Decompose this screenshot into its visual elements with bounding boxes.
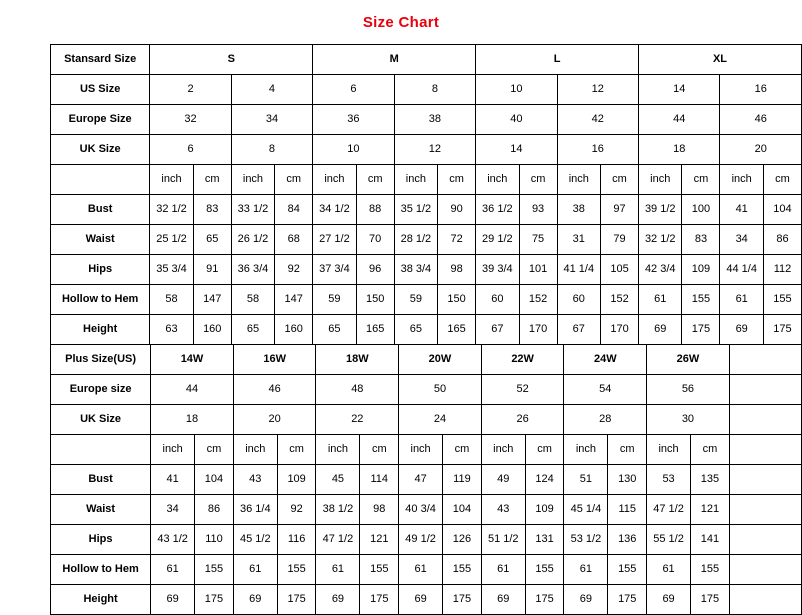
spacer-cell bbox=[729, 435, 801, 465]
unit-cell: cm bbox=[525, 435, 564, 465]
cell: 44 bbox=[151, 375, 234, 405]
row-label-bust-plus: Bust bbox=[51, 465, 151, 495]
cell: 53 bbox=[647, 465, 691, 495]
cell: 24 bbox=[399, 405, 482, 435]
cell: 38 1/2 bbox=[316, 495, 360, 525]
table-row bbox=[51, 465, 802, 495]
cell: 147 bbox=[275, 285, 313, 315]
cell: 51 1/2 bbox=[481, 525, 525, 555]
table-row bbox=[51, 345, 802, 375]
cell: 155 bbox=[608, 555, 647, 585]
cell: 49 bbox=[481, 465, 525, 495]
unit-cell: inch bbox=[316, 435, 360, 465]
table-row bbox=[51, 585, 802, 615]
row-label-waist: Waist bbox=[51, 225, 150, 255]
cell: 92 bbox=[277, 495, 316, 525]
unit-cell: cm bbox=[438, 165, 476, 195]
cell: 18 bbox=[639, 135, 720, 165]
cell: 155 bbox=[277, 555, 316, 585]
cell: 61 bbox=[720, 285, 763, 315]
row-label-waist-plus: Waist bbox=[51, 495, 151, 525]
unit-cell: cm bbox=[519, 165, 557, 195]
spacer-cell bbox=[729, 555, 801, 585]
cell: 93 bbox=[519, 195, 557, 225]
group-header-m: M bbox=[313, 45, 476, 75]
unit-cell: cm bbox=[275, 165, 313, 195]
unit-cell: cm bbox=[443, 435, 482, 465]
cell: 67 bbox=[557, 315, 600, 345]
unit-cell: cm bbox=[608, 435, 647, 465]
cell: 41 1/4 bbox=[557, 255, 600, 285]
cell: 121 bbox=[691, 495, 730, 525]
row-label-bust: Bust bbox=[51, 195, 150, 225]
cell: 116 bbox=[277, 525, 316, 555]
row-label-europe-size: Europe Size bbox=[51, 105, 150, 135]
cell: 160 bbox=[275, 315, 313, 345]
cell: 126 bbox=[443, 525, 482, 555]
cell: 44 bbox=[639, 105, 720, 135]
cell: 54 bbox=[564, 375, 647, 405]
cell: 60 bbox=[476, 285, 519, 315]
cell: 36 3/4 bbox=[231, 255, 274, 285]
cell: 175 bbox=[691, 585, 730, 615]
group-header-xl: XL bbox=[639, 45, 802, 75]
cell: 152 bbox=[601, 285, 639, 315]
unit-cell: cm bbox=[682, 165, 720, 195]
table-row bbox=[51, 75, 802, 105]
cell: 104 bbox=[763, 195, 801, 225]
unit-cell: inch bbox=[481, 435, 525, 465]
cell: 109 bbox=[682, 255, 720, 285]
cell: 58 bbox=[231, 285, 274, 315]
cell: 34 1/2 bbox=[313, 195, 356, 225]
cell: 75 bbox=[519, 225, 557, 255]
cell: 72 bbox=[438, 225, 476, 255]
cell: 61 bbox=[481, 555, 525, 585]
spacer-cell bbox=[729, 525, 801, 555]
cell: 155 bbox=[525, 555, 564, 585]
cell: 175 bbox=[763, 315, 801, 345]
spacer-cell bbox=[729, 585, 801, 615]
cell: 35 3/4 bbox=[150, 255, 193, 285]
cell: 114 bbox=[360, 465, 399, 495]
cell: 48 bbox=[316, 375, 399, 405]
table-row bbox=[51, 555, 802, 585]
standard-size-table bbox=[50, 44, 802, 345]
cell: 61 bbox=[316, 555, 360, 585]
unit-cell: cm bbox=[601, 165, 639, 195]
cell: 175 bbox=[443, 585, 482, 615]
table-row bbox=[51, 375, 802, 405]
cell: 88 bbox=[356, 195, 394, 225]
cell: 150 bbox=[438, 285, 476, 315]
cell: 49 1/2 bbox=[399, 525, 443, 555]
cell: 46 bbox=[233, 375, 316, 405]
group-header-l: L bbox=[476, 45, 639, 75]
table-row bbox=[51, 45, 802, 75]
cell: 41 bbox=[720, 195, 763, 225]
unit-cell: cm bbox=[193, 165, 231, 195]
group-header-24w: 24W bbox=[564, 345, 647, 375]
table-row bbox=[51, 195, 802, 225]
cell: 34 bbox=[231, 105, 312, 135]
cell: 47 1/2 bbox=[316, 525, 360, 555]
cell: 69 bbox=[564, 585, 608, 615]
cell: 32 1/2 bbox=[639, 225, 682, 255]
cell: 20 bbox=[233, 405, 316, 435]
cell: 38 3/4 bbox=[394, 255, 437, 285]
group-header-22w: 22W bbox=[481, 345, 564, 375]
cell: 10 bbox=[476, 75, 557, 105]
unit-cell: inch bbox=[647, 435, 691, 465]
corner-header: Stansard Size bbox=[51, 45, 150, 75]
cell: 43 bbox=[233, 465, 277, 495]
cell: 98 bbox=[360, 495, 399, 525]
cell: 175 bbox=[608, 585, 647, 615]
table-row-units bbox=[51, 165, 802, 195]
row-label-height: Height bbox=[51, 315, 150, 345]
cell: 33 1/2 bbox=[231, 195, 274, 225]
cell: 104 bbox=[195, 465, 234, 495]
cell: 22 bbox=[316, 405, 399, 435]
cell: 86 bbox=[763, 225, 801, 255]
cell: 83 bbox=[193, 195, 231, 225]
cell: 155 bbox=[360, 555, 399, 585]
table-row bbox=[51, 225, 802, 255]
unit-cell: inch bbox=[399, 435, 443, 465]
cell: 37 3/4 bbox=[313, 255, 356, 285]
group-header-14w: 14W bbox=[151, 345, 234, 375]
cell: 175 bbox=[277, 585, 316, 615]
cell: 36 1/2 bbox=[476, 195, 519, 225]
cell: 61 bbox=[233, 555, 277, 585]
cell: 61 bbox=[639, 285, 682, 315]
cell: 43 bbox=[481, 495, 525, 525]
unit-cell: inch bbox=[151, 435, 195, 465]
group-header-20w: 20W bbox=[399, 345, 482, 375]
cell: 84 bbox=[275, 195, 313, 225]
cell: 83 bbox=[682, 225, 720, 255]
cell: 18 bbox=[151, 405, 234, 435]
cell: 32 bbox=[150, 105, 231, 135]
cell: 43 1/2 bbox=[151, 525, 195, 555]
cell: 175 bbox=[195, 585, 234, 615]
cell: 63 bbox=[150, 315, 193, 345]
row-label-uk-size-plus: UK Size bbox=[51, 405, 151, 435]
cell: 79 bbox=[601, 225, 639, 255]
unit-cell: inch bbox=[233, 435, 277, 465]
cell: 42 bbox=[557, 105, 638, 135]
cell: 31 bbox=[557, 225, 600, 255]
cell: 20 bbox=[720, 135, 802, 165]
cell: 69 bbox=[151, 585, 195, 615]
row-label-europe-size-plus: Europe size bbox=[51, 375, 151, 405]
cell: 121 bbox=[360, 525, 399, 555]
table-row bbox=[51, 255, 802, 285]
cell: 165 bbox=[438, 315, 476, 345]
cell: 61 bbox=[647, 555, 691, 585]
cell: 152 bbox=[519, 285, 557, 315]
cell: 61 bbox=[564, 555, 608, 585]
cell: 69 bbox=[316, 585, 360, 615]
cell: 6 bbox=[313, 75, 394, 105]
cell: 65 bbox=[193, 225, 231, 255]
cell: 4 bbox=[231, 75, 312, 105]
cell: 59 bbox=[394, 285, 437, 315]
unit-cell: inch bbox=[720, 165, 763, 195]
cell: 105 bbox=[601, 255, 639, 285]
cell: 119 bbox=[443, 465, 482, 495]
cell: 6 bbox=[150, 135, 231, 165]
row-label-us-size: US Size bbox=[51, 75, 150, 105]
row-label-units-plus bbox=[51, 435, 151, 465]
cell: 36 bbox=[313, 105, 394, 135]
cell: 91 bbox=[193, 255, 231, 285]
cell: 32 1/2 bbox=[150, 195, 193, 225]
row-label-uk-size: UK Size bbox=[51, 135, 150, 165]
cell: 92 bbox=[275, 255, 313, 285]
cell: 26 bbox=[481, 405, 564, 435]
cell: 29 1/2 bbox=[476, 225, 519, 255]
table-row bbox=[51, 495, 802, 525]
unit-cell: cm bbox=[763, 165, 801, 195]
cell: 155 bbox=[682, 285, 720, 315]
cell: 170 bbox=[601, 315, 639, 345]
cell: 2 bbox=[150, 75, 231, 105]
cell: 39 1/2 bbox=[639, 195, 682, 225]
unit-cell: cm bbox=[691, 435, 730, 465]
plus-size-table-wrapper bbox=[50, 344, 802, 615]
unit-cell: inch bbox=[564, 435, 608, 465]
table-row-units bbox=[51, 435, 802, 465]
cell: 45 bbox=[316, 465, 360, 495]
cell: 100 bbox=[682, 195, 720, 225]
cell: 8 bbox=[394, 75, 475, 105]
cell: 150 bbox=[356, 285, 394, 315]
cell: 97 bbox=[601, 195, 639, 225]
cell: 110 bbox=[195, 525, 234, 555]
group-header-s: S bbox=[150, 45, 313, 75]
cell: 35 1/2 bbox=[394, 195, 437, 225]
cell: 47 bbox=[399, 465, 443, 495]
cell: 28 1/2 bbox=[394, 225, 437, 255]
cell: 27 1/2 bbox=[313, 225, 356, 255]
cell: 147 bbox=[193, 285, 231, 315]
cell: 155 bbox=[691, 555, 730, 585]
cell: 69 bbox=[481, 585, 525, 615]
row-label-hollow-to-hem: Hollow to Hem bbox=[51, 285, 150, 315]
page-title: Size Chart bbox=[362, 14, 440, 31]
standard-size-table-wrapper bbox=[50, 44, 802, 345]
cell: 26 1/2 bbox=[231, 225, 274, 255]
cell: 25 1/2 bbox=[150, 225, 193, 255]
row-label-hips: Hips bbox=[51, 255, 150, 285]
cell: 36 1/4 bbox=[233, 495, 277, 525]
cell: 61 bbox=[399, 555, 443, 585]
cell: 115 bbox=[608, 495, 647, 525]
cell: 160 bbox=[193, 315, 231, 345]
table-row bbox=[51, 285, 802, 315]
unit-cell: cm bbox=[277, 435, 316, 465]
cell: 96 bbox=[356, 255, 394, 285]
cell: 65 bbox=[231, 315, 274, 345]
cell: 67 bbox=[476, 315, 519, 345]
cell: 124 bbox=[525, 465, 564, 495]
cell: 40 3/4 bbox=[399, 495, 443, 525]
row-label-units bbox=[51, 165, 150, 195]
group-header-18w: 18W bbox=[316, 345, 399, 375]
cell: 41 bbox=[151, 465, 195, 495]
cell: 8 bbox=[231, 135, 312, 165]
cell: 86 bbox=[195, 495, 234, 525]
cell: 38 bbox=[394, 105, 475, 135]
cell: 47 1/2 bbox=[647, 495, 691, 525]
cell: 55 1/2 bbox=[647, 525, 691, 555]
group-header-26w: 26W bbox=[647, 345, 730, 375]
cell: 42 3/4 bbox=[639, 255, 682, 285]
cell: 69 bbox=[639, 315, 682, 345]
cell: 53 1/2 bbox=[564, 525, 608, 555]
cell: 14 bbox=[639, 75, 720, 105]
cell: 112 bbox=[763, 255, 801, 285]
cell: 16 bbox=[720, 75, 802, 105]
spacer-cell bbox=[729, 495, 801, 525]
cell: 61 bbox=[151, 555, 195, 585]
cell: 155 bbox=[763, 285, 801, 315]
spacer-cell bbox=[729, 345, 801, 375]
cell: 59 bbox=[313, 285, 356, 315]
cell: 12 bbox=[394, 135, 475, 165]
cell: 104 bbox=[443, 495, 482, 525]
cell: 165 bbox=[356, 315, 394, 345]
cell: 101 bbox=[519, 255, 557, 285]
unit-cell: inch bbox=[639, 165, 682, 195]
cell: 56 bbox=[647, 375, 730, 405]
cell: 65 bbox=[313, 315, 356, 345]
row-label-hips-plus: Hips bbox=[51, 525, 151, 555]
cell: 40 bbox=[476, 105, 557, 135]
cell: 39 3/4 bbox=[476, 255, 519, 285]
table-row bbox=[51, 405, 802, 435]
table-row bbox=[51, 135, 802, 165]
cell: 52 bbox=[481, 375, 564, 405]
cell: 175 bbox=[525, 585, 564, 615]
cell: 60 bbox=[557, 285, 600, 315]
unit-cell: inch bbox=[231, 165, 274, 195]
spacer-cell bbox=[729, 405, 801, 435]
cell: 130 bbox=[608, 465, 647, 495]
unit-cell: inch bbox=[476, 165, 519, 195]
cell: 136 bbox=[608, 525, 647, 555]
unit-cell: cm bbox=[195, 435, 234, 465]
cell: 50 bbox=[399, 375, 482, 405]
cell: 34 bbox=[151, 495, 195, 525]
cell: 69 bbox=[720, 315, 763, 345]
cell: 58 bbox=[150, 285, 193, 315]
cell: 44 1/4 bbox=[720, 255, 763, 285]
cell: 175 bbox=[682, 315, 720, 345]
cell: 51 bbox=[564, 465, 608, 495]
table-row bbox=[51, 105, 802, 135]
row-label-height-plus: Height bbox=[51, 585, 151, 615]
unit-cell: cm bbox=[360, 435, 399, 465]
cell: 38 bbox=[557, 195, 600, 225]
cell: 28 bbox=[564, 405, 647, 435]
cell: 65 bbox=[394, 315, 437, 345]
cell: 109 bbox=[525, 495, 564, 525]
cell: 90 bbox=[438, 195, 476, 225]
unit-cell: inch bbox=[557, 165, 600, 195]
cell: 155 bbox=[443, 555, 482, 585]
unit-cell: inch bbox=[313, 165, 356, 195]
cell: 170 bbox=[519, 315, 557, 345]
cell: 10 bbox=[313, 135, 394, 165]
cell: 98 bbox=[438, 255, 476, 285]
unit-cell: inch bbox=[394, 165, 437, 195]
cell: 131 bbox=[525, 525, 564, 555]
cell: 12 bbox=[557, 75, 638, 105]
cell: 45 1/2 bbox=[233, 525, 277, 555]
unit-cell: cm bbox=[356, 165, 394, 195]
row-label-hollow-to-hem-plus: Hollow to Hem bbox=[51, 555, 151, 585]
cell: 68 bbox=[275, 225, 313, 255]
cell: 14 bbox=[476, 135, 557, 165]
cell: 16 bbox=[557, 135, 638, 165]
spacer-cell bbox=[729, 375, 801, 405]
cell: 141 bbox=[691, 525, 730, 555]
cell: 175 bbox=[360, 585, 399, 615]
cell: 109 bbox=[277, 465, 316, 495]
plus-size-table bbox=[50, 344, 802, 615]
cell: 69 bbox=[647, 585, 691, 615]
cell: 46 bbox=[720, 105, 802, 135]
table-row bbox=[51, 315, 802, 345]
cell: 34 bbox=[720, 225, 763, 255]
cell: 135 bbox=[691, 465, 730, 495]
spacer-cell bbox=[729, 465, 801, 495]
cell: 45 1/4 bbox=[564, 495, 608, 525]
unit-cell: inch bbox=[150, 165, 193, 195]
cell: 69 bbox=[399, 585, 443, 615]
cell: 70 bbox=[356, 225, 394, 255]
corner-header-plus: Plus Size(US) bbox=[51, 345, 151, 375]
group-header-16w: 16W bbox=[233, 345, 316, 375]
cell: 155 bbox=[195, 555, 234, 585]
cell: 30 bbox=[647, 405, 730, 435]
table-row bbox=[51, 525, 802, 555]
cell: 69 bbox=[233, 585, 277, 615]
